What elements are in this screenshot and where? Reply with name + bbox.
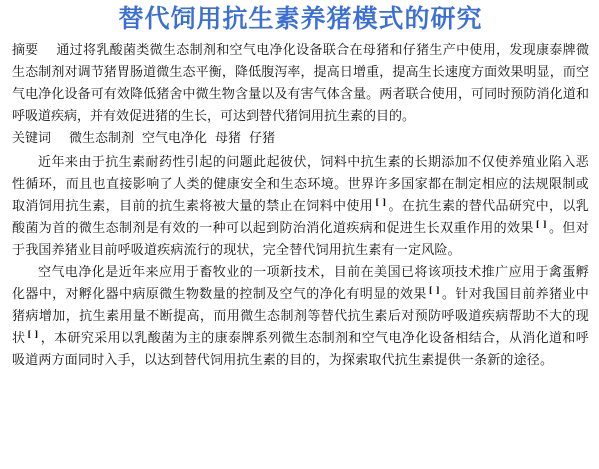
- abstract-text: 通过将乳酸菌类微生态制剂和空气电净化设备联合在母猪和仔猪生产中使用，发现康泰牌微生态制剂对调节猪胃肠道微生态平衡，降低腹泻率，提高日增重，提高生长速度方面效果明显，而空气电净化设备可有效降低猪舍中微生物含量以及有害气体含量。两者联合使用，可同时预防消化道和呼吸道疾病，并有效促进猪的生长，可达到替代猪饲用抗生素的目的。: [12, 43, 589, 124]
- keyword-item: 仔猪: [249, 131, 276, 146]
- paper-title: 替代饲用抗生素养猪模式的研究: [118, 4, 483, 33]
- keywords: [12, 128, 589, 150]
- citation-marker: [ ]: [428, 284, 440, 295]
- paragraph-text: 空气电净化是近年来应用于畜牧业的一项新技术，目前在美国已将该项技术推广应用于禽蛋孵化器中，对孵化器中病原微生物数量的控制及空气的净化有明显的效果: [12, 265, 589, 302]
- paragraph-text: 近年来由于抗生素耐药性引起的问题此起彼伏，饲料中抗生素的长期添加不仅使养殖业陷入恶性循环，而且也直接影响了人类的健康安全和生态环境。世界许多国家都在制定相应的法规限制或取消饲用抗生素，目前的抗生素将被大量的禁止在饲料中使用: [12, 155, 589, 214]
- abstract-label: 摘要: [12, 43, 39, 58]
- paragraph-text: ，本研究采用以乳酸菌为主的康泰牌系列微生态制剂和空气电净化设备相结合，从消化道和呼吸道两方面同时入手，以达到替代饲用抗生素的目的，为探索取代抗生素提供一条新的途径。: [12, 331, 590, 368]
- keyword-item: 微生态制剂: [69, 131, 135, 146]
- abstract: [12, 40, 589, 128]
- keyword-item: 空气电净化: [142, 131, 208, 146]
- body-paragraph-2: [12, 262, 589, 372]
- keyword-item: 母猪: [215, 131, 242, 146]
- paragraph-text: 。但对于我国养猪业目前呼吸道疾病流行的现状，完全替代饲用抗生素有一定风险。: [12, 221, 589, 258]
- keywords-label: 关键词: [12, 131, 52, 146]
- citation-marker: [ ]: [27, 328, 39, 339]
- citation-marker: [ ]: [535, 218, 547, 229]
- body-paragraph-1: [12, 152, 589, 262]
- citation-marker: [ ]: [375, 196, 387, 207]
- paragraph-text: 。针对我国目前养猪业中猪病增加，抗生素用量不断提高，而用微生态制剂等替代抗生素后对预防呼吸道疾病帮助不大的现状: [12, 287, 589, 346]
- paragraph-text: 。在抗生素的替代品研究中，以乳酸菌为首的微生态制剂是有效的一种可以起到防治消化道疾病和促进生长双重作用的效果: [12, 199, 589, 236]
